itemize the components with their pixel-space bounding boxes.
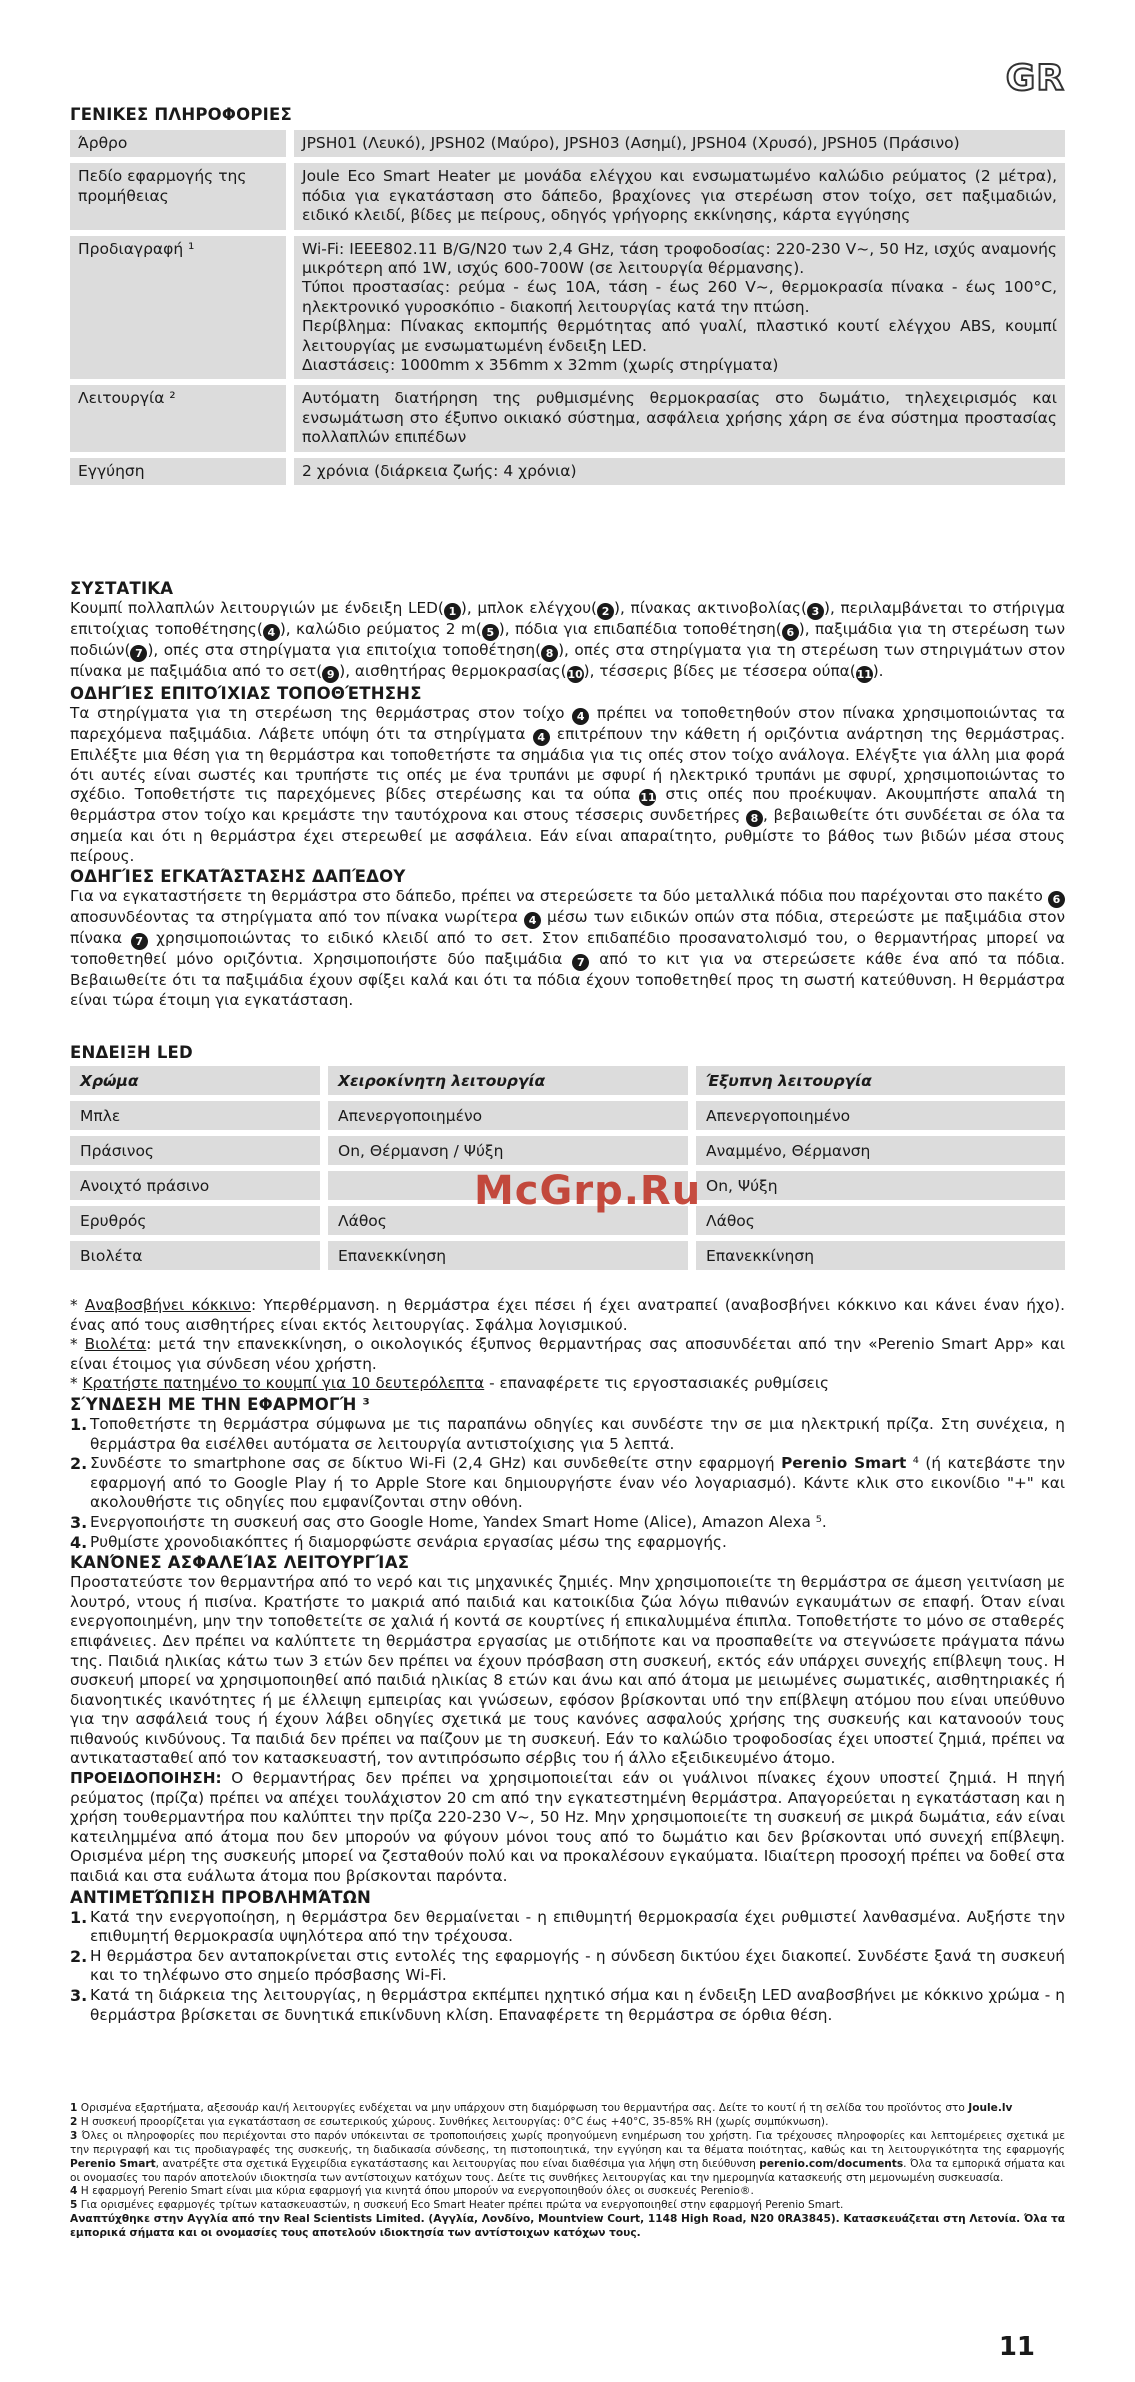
led-color: Βιολέτα	[70, 1241, 320, 1270]
lower-section	[70, 1296, 1065, 2025]
spec-key: Λειτουργία ²	[70, 385, 286, 451]
warning-text: Ο θερμαντήρας δεν πρέπει να χρησιμοποιείται εάν οι γυάλινοι πίνακες έχουν υποστεί ζημιά. Η πηγή ρεύματος (πρίζα) πρέπει να απέχει τουλάχιστον 20 cm από την εγκατεστημένη θερμάστρα. Απαγορεύεται η εγκατάσταση και η χρήση τουθερμαντήρα που καλύπτει την πρίζα 220-230 V~, 50 Hz. Μην χρησιμοποιείτε τη συσκευή σε μικρά δωμάτια, εάν είναι κατειλημμένα από άτομα που δεν μπορούν να φύγουν μόνοι τους από το δωμάτιο και δεν βρίσκονται υπό συνεχή επίβλεψη. Ορισμένα μέρη της συσκευής μπορεί να ζεσταθούν πολύ και να προκαλέσουν εγκαύματα. Ιδιαίτερη προσοχή πρέπει να δοθεί στα παιδιά και στα ευάλωτα άτομα που βρίσκονται παρόντα.	[70, 1769, 1065, 1886]
text-run: ).	[872, 662, 884, 680]
text-run: ), μπλοκ ελέγχου(	[460, 599, 598, 617]
led-color: Μπλε	[70, 1101, 320, 1130]
part-ref-number: 4	[572, 708, 589, 725]
text-run: Τα στηρίγματα για τη στερέωση της θερμάστρας στον τοίχο	[70, 704, 573, 722]
text-run: ), οπές στα στηρίγματα για τη στερέωση των στηριγμάτων στον πίνακα με παξιμάδια από το σετ(	[70, 641, 1065, 680]
text-run: χρησιμοποιώντας το ειδικό κλειδί από το σετ. Στον επιδαπέδιο προσανατολισμό του, ο θερμαντήρας μπορεί να τοποθετηθεί μόνο οριζόντια. Χρησιμοποιήστε δύο παξιμάδια	[70, 929, 1065, 969]
floor-install-text	[70, 887, 1065, 1010]
led-note: * Κρατήστε πατημένο το κουμπί για 10 δευτερόλεπτα - επαναφέρετε τις εργοστασιακές ρυθμίσεις	[70, 1374, 829, 1393]
components-title: ΣΥΣΤΑΤΙΚΑ	[70, 579, 174, 598]
spec-value: 2 χρόνια (διάρκεια ζωής: 4 χρόνια)	[294, 458, 1065, 485]
part-ref-number: 7	[131, 933, 148, 950]
step-item	[70, 1513, 1065, 1533]
components-text	[70, 599, 1065, 683]
spec-row	[70, 458, 1065, 485]
led-note-lead: Αναβοσβήνει κόκκινο	[84, 1296, 251, 1314]
led-header-color: Χρώμα	[70, 1066, 320, 1095]
led-note: * Βιολέτα: μετά την επανεκκίνηση, ο οικολογικός έξυπνος θερμαντήρας σας αποσυνδέεται από την «Perenio Smart App» και είναι έτοιμος για σύνδεση νέου χρήστη.	[70, 1335, 1066, 1373]
part-ref-number: 3	[807, 603, 824, 620]
part-ref-number: 8	[541, 645, 558, 662]
step-number: 1.	[70, 1907, 88, 1927]
part-ref-number: 4	[524, 912, 541, 929]
part-ref-number: 7	[130, 645, 147, 662]
wall-mount-text	[70, 704, 1065, 866]
text-run: ), καλώδιο ρεύματος 2 m(	[279, 620, 482, 638]
led-header-smart: Έξυπνη λειτουργία	[696, 1066, 1065, 1095]
step-text: Η θερμάστρα δεν ανταποκρίνεται στις εντολές της εφαρμογής - η σύνδεση δικτύου έχει διακοπεί. Συνδέστε ξανά τη συσκευή και το τηλέφωνο στο σημείο πρόσβασης Wi-Fi.	[90, 1946, 1065, 1985]
spec-value: JPSH01 (Λευκό), JPSH02 (Μαύρο), JPSH03 (Ασημί), JPSH04 (Χρυσό), JPSH05 (Πράσινο)	[294, 130, 1065, 157]
spec-row	[70, 163, 1065, 229]
step-text: ⁴ (ή κατεβάστε την εφαρμογή από το Google Play ή το Apple Store και δημιουργήστε έναν νέο λογαριασμό). Κάντε κλικ στο εικονίδιο "+" και ακολουθήστε τις οδηγίες που εμφανίζονται στην οθόνη.	[90, 1454, 1066, 1512]
footnote-4: 4 Η εφαρμογή Perenio Smart είναι μια κύρια εφαρμογή για κινητά όπου μπορούν να ενεργοποιηθούν όλες οι συσκευές Perenio®.	[70, 2185, 754, 2198]
footnote-3: 3 Όλες οι πληροφορίες που περιέχονται στο παρόν υπόκεινται σε τροποποιήσεις χωρίς προηγούμενη ενημέρωση του χρήστη. Για τρέχουσες πληροφορίες και λεπτομέρειες σχετικά με την περιγραφή και τις προδιαγραφές της συσκευής, τη διαδικασία σύνδεσης, τη πιστοποιητικά, την εγγύηση και τα θέματα ποιότητας, καθώς και τη λειτουργικότητα της εφαρμογής Perenio Smart, ανατρέξτε στα σχετικά Εγχειρίδια εγκατάστασης και λειτουργίας που είναι διαθέσιμα για λήψη στη διεύθυνση perenio.com/documents. Όλα τα εμπορικά σήματα και οι ονομασίες του παρόν αποτελούν ιδιοκτησία των αντίστοιχων κατόχων τους. Δείτε τις συνθήκες λειτουργίας και την ημερομηνία κατασκευής στη μεμονωμένη συσκευασία.	[70, 2129, 1065, 2184]
led-manual: Επανεκκίνηση	[328, 1241, 688, 1270]
part-ref-number: 11	[856, 668, 872, 681]
led-manual: Λάθος	[328, 1206, 688, 1235]
step-number: 3.	[70, 1986, 88, 2005]
led-smart: Λάθος	[696, 1206, 1065, 1235]
troubleshooting-title: ΑΝΤΙΜΕΤΏΠΙΣΗ ΠΡΟΒΛΗΜΆΤΩΝ	[70, 1887, 371, 1907]
text-run: ), αισθητήρας θερμοκρασίας(	[339, 662, 567, 680]
part-ref-number: 7	[572, 954, 589, 971]
led-smart: Επανεκκίνηση	[696, 1241, 1065, 1270]
text-run: Για να εγκαταστήσετε τη θερμάστρα στο δάπεδο, πρέπει να στερεώσετε τα δύο μεταλλικά πόδια που παρέχονται στο πακέτο	[70, 887, 1048, 906]
text-run: επιτρέπουν την κάθετη ή οριζόντια ανάρτηση της θερμάστρας. Επιλέξτε μια θέση για τη θερμάστρα και τοποθετήστε τα σημάδια για τις οπές στον τοίχο ανάλογα. Ελέγξτε για άλλη μια φορά ότι αυτές είναι σωστές και τρυπήστε τις οπές με ένα τρυπάνι με σφυρί ή ηλεκτρικό τρυπάνι με σφυρί, χρησιμοποιώντας το σχέδιο. Τοποθετήστε τις παρεχόμενες βίδες στερέωσης και τα ούπα	[70, 725, 1065, 804]
text-run: ), τέσσερις βίδες με τέσσερα ούπα(	[583, 662, 856, 680]
part-ref-number: 5	[482, 624, 499, 641]
safety-text: Προστατεύστε τον θερμαντήρα από το νερό και τις μηχανικές ζημιές. Μην χρησιμοποιείτε τη θερμάστρα σε άμεση γειτνίαση με λουτρό, ντους ή πισίνα. Κρατήστε το μακριά από παιδιά και κατοικίδια ζώα λόγω πιθανών εγκαυμάτων σε επαφή. Όταν είναι ενεργοποιημένη, μην την τοποθετείτε σε χαλιά ή κοντά σε κουρτίνες ή επικαλυμμένα έπιπλα. Τοποθετήστε το μόνο σε σταθερές επιφάνειες. Δεν πρέπει να καλύπτετε τη θερμάστρα εργασίας με οτιδήποτε και να προσπαθείτε να στεγνώσετε πράγματα πάνω της. Παιδιά ηλικίας κάτω των 3 ετών δεν πρέπει να έχουν πρόσβαση στη συσκευή, εκτός εάν υπάρχει συνεχής επίβλεψη τους. Η συσκευή μπορεί να χρησιμοποιηθεί από παιδιά ηλικίας 8 ετών και άνω και από άτομα με μειωμένες σωματικές, αισθητηριακές ή διανοητικές ικανότητες ή με έλλειψη εμπειρίας και γνώσεων, εφόσον βρίσκονται υπό την επίβλεψη ατόμου που είναι υπεύθυνο για την ασφάλειά τους ή έχουν λάβει οδηγίες σχετικά με τους κανόνες ασφαλούς χρήσης της συσκευής και κατανοούν τους πιθανούς κινδύνους. Τα παιδιά δεν πρέπει να παίζουν με τη συσκευή. Εάν το καλώδιο τροφοδοσίας έχει υποστεί ζημιά, πρέπει να αντικατασταθεί από τον κατασκευαστή, τον αντιπρόσωπο σέρβις του ή άλλο εξειδικευμένο άτομο.	[70, 1573, 1065, 1768]
spec-row	[70, 385, 1065, 451]
text-run: Κουμπί πολλαπλών λειτουργιών με ένδειξη LED(	[70, 599, 444, 617]
led-note-text: : Υπερθέρμανση. η θερμάστρα έχει πέσει ή έχει ανατραπεί (αναβοσβήνει κόκκινο και κάνει έναν ήχο). ένας από τους αισθητήρες είναι εκτός λειτουργίας. Σφάλμα λογισμικού.	[70, 1296, 1065, 1334]
led-manual: On, Θέρμανση / Ψύξη	[328, 1136, 688, 1165]
step-item	[70, 1415, 1065, 1454]
text-run: ), οπές στα στηρίγματα για επιτοίχια τοποθέτηση(	[147, 641, 542, 659]
led-row	[70, 1136, 1065, 1165]
text-run: ), περιλαμβάνεται το στήριγμα επιτοίχιας τοποθέτησης(	[70, 599, 1065, 638]
led-smart: Αναμμένο, Θέρμανση	[696, 1136, 1065, 1165]
language-badge: GR	[1005, 58, 1065, 99]
footnote-1: 1 Ορισμένα εξαρτήματα, αξεσουάρ και/ή λειτουργίες ενδέχεται να μην υπάρχουν στη διαμόρφωση του θερμαντήρα σας. Δείτε το κουτί ή τη σελίδα του προϊόντος στο Joule.lv	[70, 2102, 1013, 2114]
text-run: από το κιτ για να στερεώσετε κάθε ένα από τα πόδια. Βεβαιωθείτε ότι τα παξιμάδια έχουν σφίξει καλά και ότι τα πόδια έχουν τοποθετηθεί προς τη σωστή κατεύθυνση. Η θερμάστρα είναι τώρα έτοιμη για εγκατάσταση.	[70, 950, 1065, 1009]
led-note-text: - επαναφέρετε τις εργοστασιακές ρυθμίσεις	[484, 1374, 829, 1393]
led-note-lead: Βιολέτα	[84, 1335, 147, 1354]
led-manual: Απενεργοποιημένο	[328, 1101, 688, 1130]
text-run: , βεβαιωθείτε ότι συνδέεται σε όλα τα σημεία και ότι η θερμάστρα έχει στερεωθεί με ασφάλεια. Εάν είναι απαραίτητο, ρυθμίστε το βάθος των βιδών μέσα στους πείρους.	[70, 806, 1065, 865]
floor-install-title: ΟΔΗΓΊΕΣ ΕΓΚΑΤΆΣΤΑΣΗΣ ΔΑΠΈΔΟΥ	[70, 867, 406, 887]
spec-key: Προδιαγραφή ¹	[70, 236, 286, 380]
footnote-5: 5 Για ορισμένες εφαρμογές τρίτων κατασκευαστών, η συσκευή Eco Smart Heater πρέπει πρώτα να ενεργοποιηθεί στην εφαρμογή Perenio Smart.	[70, 2199, 844, 2212]
step-number: 4.	[70, 1532, 88, 1552]
connect-title: ΣΎΝΔΕΣΗ ΜΕ ΤΗΝ ΕΦΑΡΜΟΓΉ ³	[70, 1394, 370, 1414]
step-item	[70, 1908, 1065, 1947]
text-run: μέσω των ειδικών οπών στα πόδια, στερεώστε με παξιμάδια στον πίνακα	[70, 908, 1065, 948]
spec-row	[70, 236, 1065, 380]
connect-steps	[70, 1415, 1065, 1552]
footnotes	[70, 2102, 1065, 2241]
spec-value: Wi-Fi: IEEE802.11 B/G/N20 των 2,4 GHz, τάση τροφοδοσίας: 220-230 V~, 50 Hz, ισχύς αναμονής μικρότερη από 1W, ισχύς 600-700W (σε λειτουργία θέρμανσης). Τύποι προστασίας: ρεύμα - έως 10A, τάση - έως 260 V~, θερμοκρασία πίνακα - έως 100°C, ηλεκτρονικό γυροσκόπιο - διακοπή λειτουργίας κατά την πτώση. Περίβλημα: Πίνακας εκπομπής θερμότητας από γυαλί, πλαστικό κουτί ελέγχου ABS, κουμπί λειτουργίας με ενσωματωμένη ένδειξη LED. Διαστάσεις: 1000mm x 356mm x 32mm (χωρίς στηρίγματα)	[294, 236, 1065, 380]
led-title: ΕΝΔΕΙΞΗ LED	[70, 1043, 193, 1062]
led-note-text: : μετά την επανεκκίνηση, ο οικολογικός έξυπνος θερμαντήρας σας αποσυνδέεται από την «Perenio Smart App» και είναι έτοιμος για σύνδεση νέου χρήστη.	[70, 1335, 1066, 1373]
general-info-title: ΓΕΝΙΚΕΣ ΠΛΗΡΟΦΟΡΙΕΣ	[70, 105, 292, 124]
manufacturer-note: Αναπτύχθηκε στην Αγγλία από την Real Scientists Limited. (Αγγλία, Λονδίνο, Mountview Court, 1148 High Road, N20 0RA3845). Κατασκευάζεται στη Λετονία. Όλα τα εμπορικά σήματα και οι ονομασίες τους αποτελούν ιδιοκτησία των αντίστοιχων κατόχων τους.	[70, 2213, 1065, 2240]
led-note: * Αναβοσβήνει κόκκινο: Υπερθέρμανση. η θερμάστρα έχει πέσει ή έχει ανατραπεί (αναβοσβήνει κόκκινο και κάνει έναν ήχο). ένας από τους αισθητήρες είναι εκτός λειτουργίας. Σφάλμα λογισμικού.	[70, 1296, 1065, 1334]
part-ref-number: 11	[640, 791, 656, 805]
step-number: 1.	[70, 1414, 88, 1434]
part-ref-number: 4	[263, 624, 280, 641]
part-ref-number: 10	[567, 668, 583, 681]
part-ref-number: 8	[746, 810, 763, 827]
spec-row	[70, 130, 1065, 157]
spec-key: Εγγύηση	[70, 458, 286, 485]
step-text: Κατά τη διάρκεια της λειτουργίας, η θερμάστρα εκπέμπει ηχητικό σήμα και η ένδειξη LED αναβοσβήνει με κόκκινο χρώμα - η θερμάστρα βρίσκεται σε δυνητικά επικίνδυνη κλίση. Επαναφέρετε τη θερμάστρα σε όρθια θέση.	[90, 1986, 1065, 2024]
step-item	[70, 1947, 1065, 1986]
page-number: 11	[998, 2332, 1035, 2362]
spec-table	[70, 124, 1065, 491]
wall-mount-title: ΟΔΗΓΊΕΣ ΕΠΙΤΟΊΧΙΑΣ ΤΟΠΟΘΈΤΗΣΗΣ	[70, 684, 422, 703]
warning-label: ΠΡΟΕΙΔΟΠΟΙΗΣΗ:	[70, 1769, 222, 1788]
safety-title: ΚΑΝΌΝΕΣ ΑΣΦΑΛΕΊΑΣ ΛΕΙΤΟΥΡΓΊΑΣ	[70, 1553, 410, 1573]
led-smart: On, Ψύξη	[696, 1171, 1065, 1200]
step-text: Τοποθετήστε τη θερμάστρα σύμφωνα με τις παραπάνω οδηγίες και συνδέστε την σε μια ηλεκτρική πρίζα. Στη συνέχεια, η θερμάστρα θα εισέλθει αυτόματα σε λειτουργία αντιστοίχισης για 5 λεπτά.	[90, 1414, 1065, 1453]
part-ref-number: 4	[533, 729, 550, 746]
text-run: στις οπές που προέκυψαν. Ακουμπήστε απαλά τη θερμάστρα στον τοίχο και κρεμάστε την ταυτόχρονα και στους τέσσερις συνδετήρες	[70, 785, 1065, 825]
warning-paragraph	[70, 1769, 1065, 1887]
troubleshooting-steps	[70, 1908, 1065, 2026]
part-ref-number: 9	[322, 666, 339, 683]
spec-key: Άρθρο	[70, 130, 286, 157]
spec-key: Πεδίο εφαρμογής της προμήθειας	[70, 163, 286, 229]
step-text: Ενεργοποιήστε τη συσκευή σας στο Google Home, Yandex Smart Home (Alice), Amazon Alexa ⁵.	[90, 1512, 827, 1531]
step-number: 2.	[70, 1454, 88, 1474]
led-header-manual: Χειροκίνητη λειτουργία	[328, 1066, 688, 1095]
led-table-header	[70, 1066, 1065, 1095]
part-ref-number: 2	[597, 603, 614, 620]
part-ref-number: 6	[782, 624, 799, 641]
step-number: 3.	[70, 1512, 88, 1532]
step-item	[70, 1533, 1065, 1553]
spec-value: Αυτόματη διατήρηση της ρυθμισμένης θερμοκρασίας στο δωμάτιο, τηλεχειρισμός και ενσωμάτωση στο έξυπνο οικιακό σύστημα, ασφάλεια χρήσης χάρη σε ένα σύστημα προστασίας πολλαπλών επιπέδων	[294, 385, 1065, 451]
part-ref-number: 6	[1048, 891, 1065, 908]
step-number: 2.	[70, 1946, 88, 1966]
text-run: ), παξιμάδια για τη στερέωση των ποδιών(	[70, 620, 1065, 659]
led-color: Πράσινος	[70, 1136, 320, 1165]
text-run: πρέπει να τοποθετηθούν στον πίνακα χρησιμοποιώντας τα παρεχόμενα παξιμάδια. Λάβετε υπόψη ότι τα στηρίγματα	[70, 704, 1065, 743]
step-item	[70, 1986, 1065, 2025]
led-note-lead: Κρατήστε πατημένο το κουμπί για 10 δευτερόλεπτα	[82, 1374, 485, 1393]
step-text: Κατά την ενεργοποίηση, η θερμάστρα δεν θερμαίνεται - η επιθυμητή θερμοκρασία έχει ρυθμιστεί λανθασμένα. Αυξήστε την επιθυμητή θερμοκρασία υψηλότερα από την τρέχουσα.	[90, 1907, 1065, 1946]
spec-value: Joule Eco Smart Heater με μονάδα ελέγχου και ενσωματωμένο καλώδιο ρεύματος (2 μέτρα), πόδια για εγκατάσταση στο δάπεδο, βραχίονες για στερέωση στον τοίχο, σετ παξιμαδιών, ειδικό κλειδί, βίδες με πείρους, οδηγός γρήγορης εκκίνησης, κάρτα εγγύησης	[294, 163, 1065, 229]
led-row	[70, 1101, 1065, 1130]
watermark: McGrp.Ru	[474, 1168, 702, 1214]
footnote-2: 2 Η συσκευή προορίζεται για εγκατάσταση σε εσωτερικούς χώρους. Συνθήκες λειτουργίας: 0°C έως +40°C, 35-85% RH (χωρίς συμπύκνωση).	[70, 2115, 829, 2128]
step-item: 2. Συνδέστε το smartphone σας σε δίκτυο Wi-Fi (2,4 GHz) και συνδεθείτε στην εφαρμογή Perenio Smart ⁴ (ή κατεβάστε την εφαρμογή από το Google Play ή το Apple Store και δημιουργήστε έναν νέο λογαριασμό). Κάντε κλικ στο εικονίδιο "+" και ακολουθήστε τις οδηγίες που εμφανίζονται στην οθόνη.	[70, 1454, 1066, 1512]
text-run: ), πίνακας ακτινοβολίας(	[614, 599, 807, 617]
part-ref-number: 1	[444, 603, 461, 620]
led-color: Ανοιχτό πράσινο	[70, 1171, 320, 1200]
led-smart: Απενεργοποιημένο	[696, 1101, 1065, 1130]
text-run: ), πόδια για επιδαπέδια τοποθέτηση(	[498, 620, 782, 638]
step-text: Ρυθμίστε χρονοδιακόπτες ή διαμορφώστε σενάρια εργασίας μέσω της εφαρμογής.	[90, 1532, 727, 1551]
text-run: αποσυνδέοντας τα στηρίγματα από τον πίνακα νωρίτερα	[70, 908, 525, 927]
led-notes	[70, 1296, 1065, 1394]
led-row	[70, 1241, 1065, 1270]
components-section	[70, 578, 1065, 1011]
led-color: Ερυθρός	[70, 1206, 320, 1235]
